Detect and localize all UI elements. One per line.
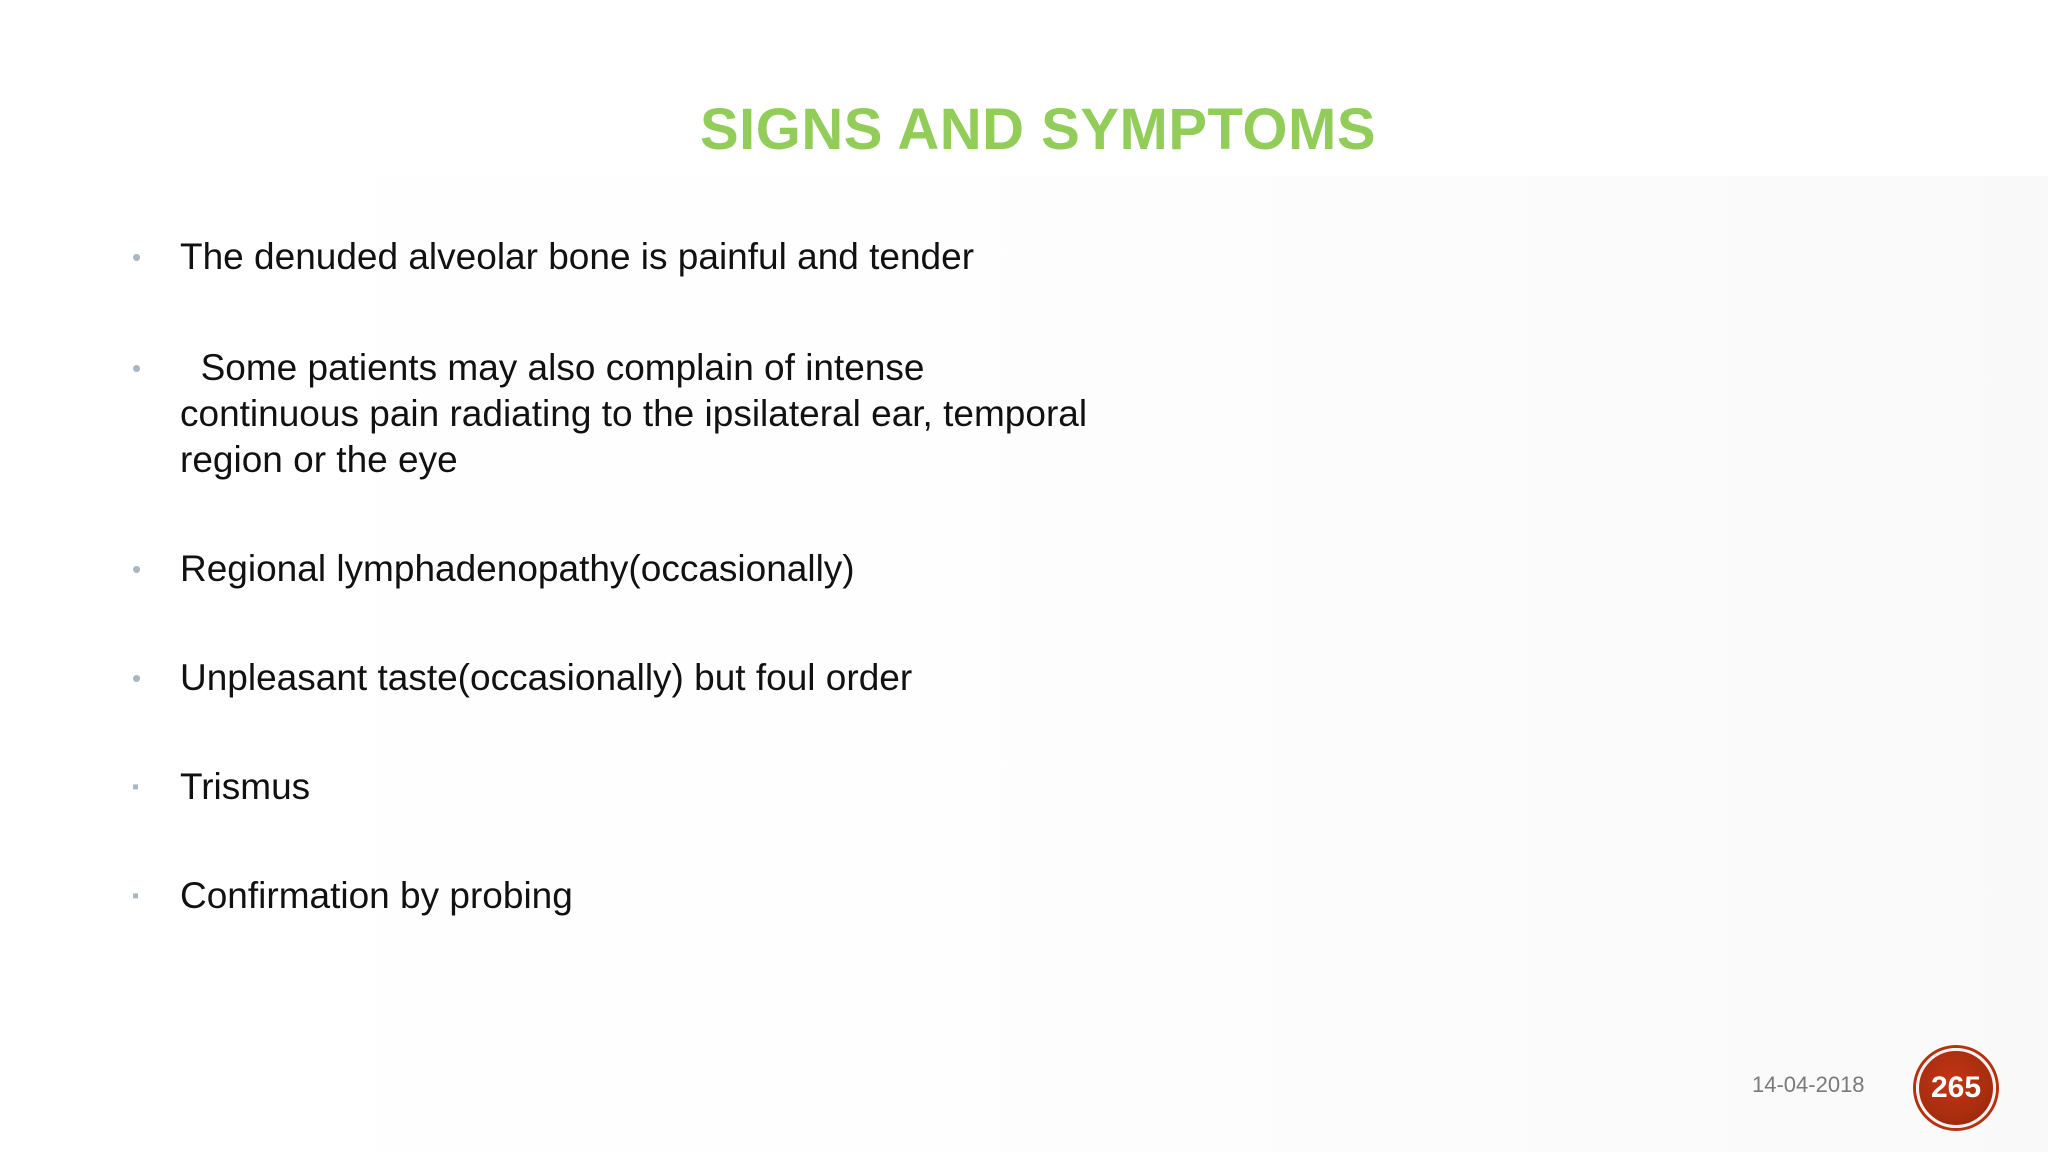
- bullet-text: Trismus: [180, 766, 311, 807]
- bullet-item: [130, 655, 1230, 701]
- footer-date: 14-04-2018: [1752, 1072, 1865, 1097]
- bullet-item: [130, 546, 1230, 592]
- bullet-item: [130, 873, 1230, 919]
- bullet-marker: ▪: [132, 885, 140, 907]
- bullet-text: Some patients may also complain of intense continuous pain radiating to the ipsilateral ear, temporal region or the eye: [180, 347, 1088, 480]
- bullet-item: [130, 764, 1230, 810]
- bullet-marker: •: [132, 353, 142, 383]
- bullet-text: Regional lymphadenopathy(occasionally): [180, 548, 855, 589]
- bullet-text: The denuded alveolar bone is painful and tender: [180, 236, 975, 277]
- bullet-text: Confirmation by probing: [180, 875, 573, 916]
- bullet-marker: •: [132, 554, 142, 584]
- bullet-item: [130, 345, 1230, 483]
- bullet-marker: •: [132, 242, 142, 272]
- bullet-marker: •: [132, 663, 142, 693]
- bullet-text: Unpleasant taste(occasionally) but foul order: [180, 657, 913, 698]
- page-number-badge: 265: [1916, 1048, 1996, 1128]
- bullet-item: [130, 234, 1230, 280]
- slide-title: SIGNS AND SYMPTOMS: [699, 97, 1377, 162]
- bullet-marker: ▪: [132, 776, 140, 798]
